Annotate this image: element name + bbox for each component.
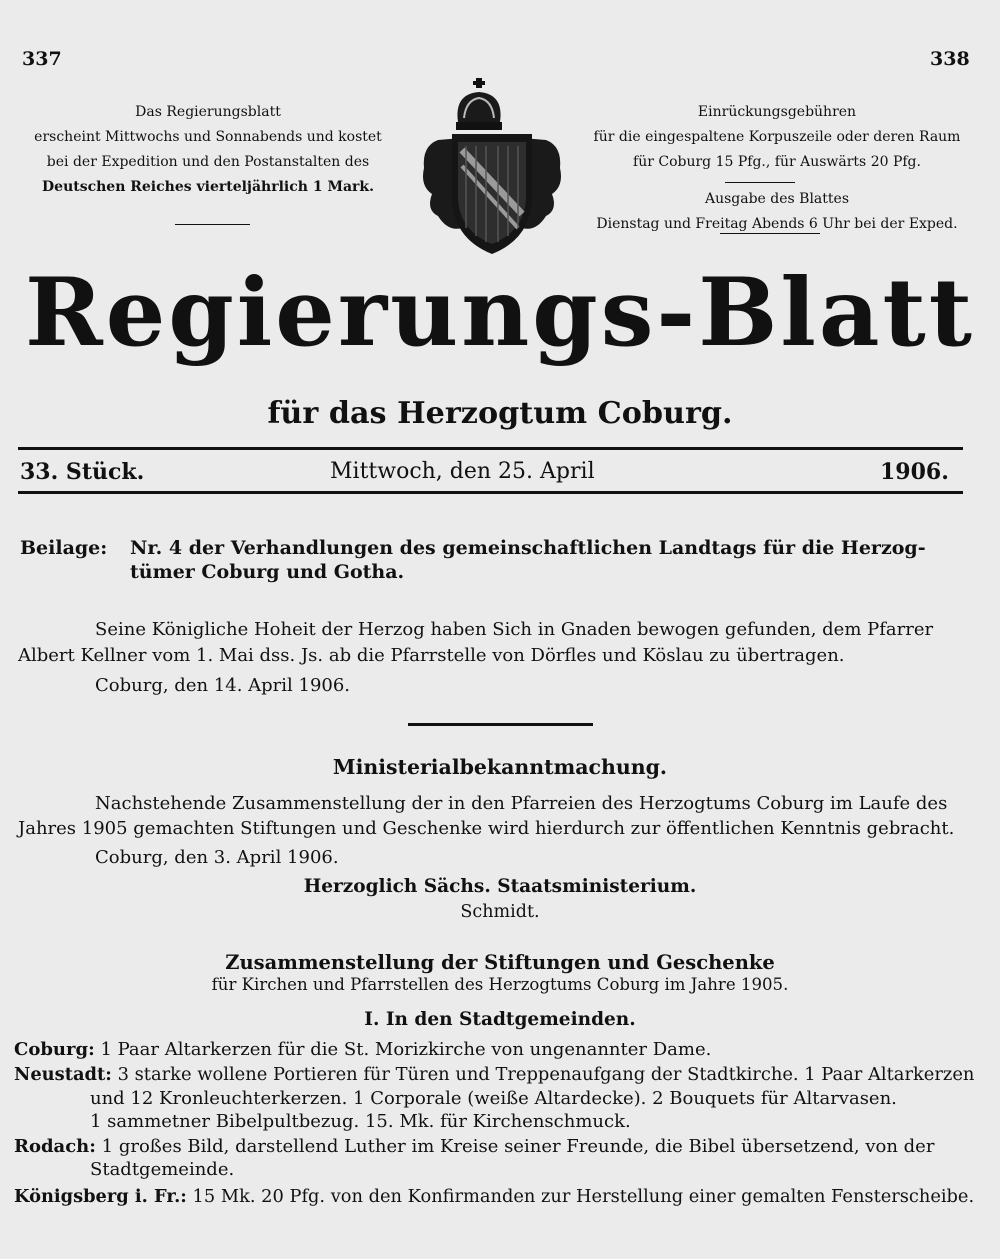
notice-line-2: Albert Kellner vom 1. Mai dss. Js. ab die Pfarrstelle von Dörfles und Köslau zu übertragen. bbox=[18, 645, 845, 666]
list-item bbox=[14, 1064, 974, 1085]
issue-date: Mittwoch, den 25. April bbox=[330, 459, 595, 484]
page-number-left: 337 bbox=[22, 48, 62, 70]
page-number-right: 338 bbox=[930, 48, 970, 70]
entry-line: Stadtgemeinde. bbox=[90, 1159, 235, 1180]
header-right-line-3: für Coburg 15 Pfg., für Auswärts 20 Pfg. bbox=[633, 154, 921, 170]
header-right-line-1: Einrückungsgebühren bbox=[697, 104, 857, 120]
header-right-rule-1 bbox=[725, 182, 795, 183]
entry-line: 3 starke wollene Portieren für Türen und Treppenaufgang der Stadtkirche. 1 Paar Altarkerzen bbox=[117, 1064, 975, 1085]
header-left-line-2: erscheint Mittwochs und Sonnabends und kostet bbox=[34, 129, 382, 145]
masthead-title: Regierungs-Blatt bbox=[24, 258, 976, 368]
header-right-line-2: für die eingespaltene Korpuszeile oder deren Raum bbox=[593, 129, 961, 145]
compilation-title: Zusammenstellung der Stiftungen und Geschenke bbox=[225, 951, 775, 974]
entry-line: und 12 Kronleuchterkerzen. 1 Corporale (weiße Altardecke). 2 Bouquets für Altarvasen. bbox=[90, 1088, 897, 1109]
issue-rule-bottom bbox=[18, 491, 963, 494]
list-item bbox=[14, 1186, 974, 1207]
section-divider bbox=[408, 723, 593, 726]
entry-line: 15 Mk. 20 Pfg. von den Konfirmanden zur Herstellung einer gemalten Fensterscheibe. bbox=[192, 1186, 975, 1207]
notice-signoff: Coburg, den 14. April 1906. bbox=[95, 675, 351, 696]
entry-line: 1 Paar Altarkerzen für die St. Morizkirche von ungenannter Dame. bbox=[100, 1039, 712, 1060]
entry-place: Coburg: bbox=[14, 1039, 95, 1060]
list-item bbox=[14, 1039, 711, 1060]
header-right bbox=[582, 100, 972, 237]
issue-year: 1906. bbox=[880, 459, 949, 485]
header-left-line-4: Deutschen Reiches vierteljährlich 1 Mark. bbox=[42, 179, 374, 195]
ministerial-signature: Schmidt. bbox=[460, 902, 540, 922]
ministerial-authority: Herzoglich Sächs. Staatsministerium. bbox=[303, 876, 697, 897]
list-item bbox=[14, 1136, 934, 1157]
compilation-subtitle: für Kirchen und Pfarrstellen des Herzogtums Coburg im Jahre 1905. bbox=[211, 975, 789, 994]
compilation-section-heading: I. In den Stadtgemeinden. bbox=[364, 1009, 636, 1030]
ministerial-line-1: Nachstehende Zusammenstellung der in den Pfarreien des Herzogtums Coburg im Laufe des bbox=[95, 793, 948, 814]
notice-line-1: Seine Königliche Hoheit der Herzog haben Sich in Gnaden bewogen gefunden, dem Pfarrer bbox=[95, 619, 934, 640]
header-right-line-4: Ausgabe des Blattes bbox=[704, 191, 850, 207]
masthead-subtitle: für das Herzogtum Coburg. bbox=[267, 396, 733, 431]
beilage-line-1: Nr. 4 der Verhandlungen des gemeinschaftlichen Landtags für die Herzog- bbox=[130, 537, 926, 559]
header-left-line-1: Das Regierungsblatt bbox=[135, 104, 281, 120]
entry-line: 1 großes Bild, darstellend Luther im Kreise seiner Freunde, die Bibel übersetzend, von der bbox=[101, 1136, 935, 1157]
beilage-label: Beilage: bbox=[20, 537, 108, 559]
issue-number: 33. Stück. bbox=[20, 459, 145, 485]
ministerial-line-2: Jahres 1905 gemachten Stiftungen und Geschenke wird hierdurch zur öffentlichen Kenntnis gebracht. bbox=[18, 818, 955, 839]
entry-place: Königsberg i. Fr.: bbox=[14, 1186, 187, 1207]
entry-place: Rodach: bbox=[14, 1136, 96, 1157]
ministerial-signoff: Coburg, den 3. April 1906. bbox=[95, 847, 339, 868]
header-right-rule-2 bbox=[720, 233, 820, 234]
header-right-line-5: Dienstag und Freitag Abends 6 Uhr bei der Exped. bbox=[596, 216, 958, 232]
header-left-line-3: bei der Expedition und den Postanstalten des bbox=[46, 154, 370, 170]
header-left bbox=[18, 100, 398, 200]
ministerial-title: Ministerialbekanntmachung. bbox=[332, 755, 668, 779]
entry-place: Neustadt: bbox=[14, 1064, 112, 1085]
coat-of-arms-crown-icon bbox=[418, 78, 566, 258]
issue-rule-top bbox=[18, 447, 963, 450]
beilage-line-2: tümer Coburg und Gotha. bbox=[130, 561, 405, 583]
entry-line: 1 sammetner Bibelpultbezug. 15. Mk. für Kirchenschmuck. bbox=[90, 1111, 631, 1132]
header-left-rule bbox=[175, 224, 250, 225]
